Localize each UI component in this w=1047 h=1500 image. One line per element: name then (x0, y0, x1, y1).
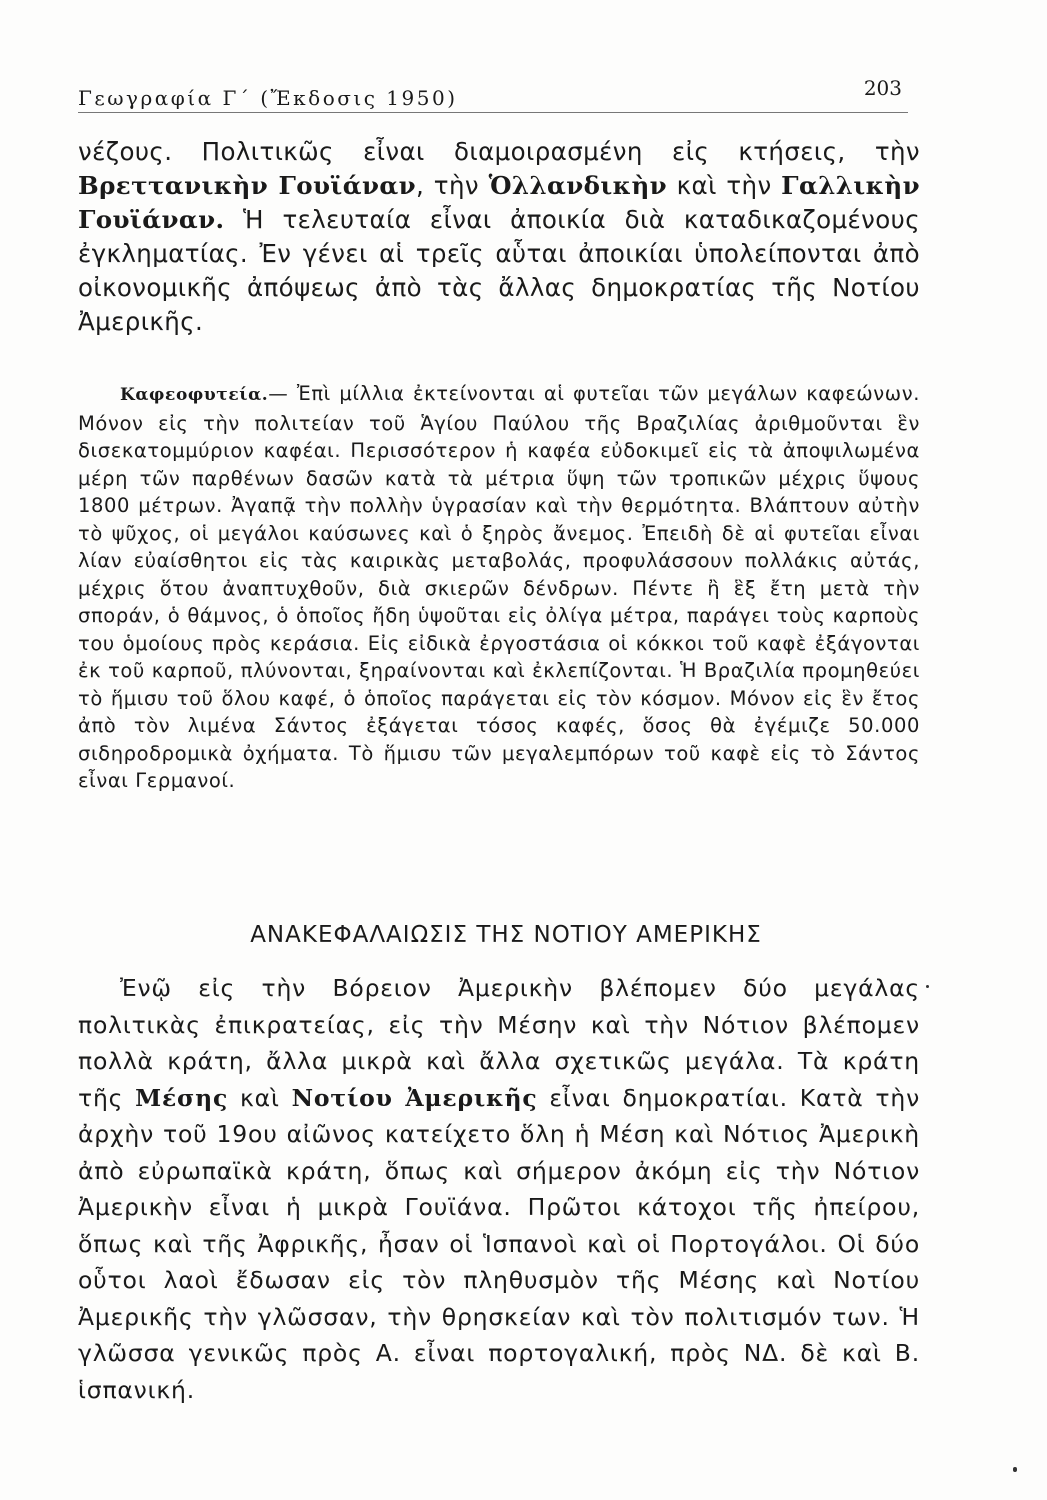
paragraph-text: νέζους. Πολιτικῶς εἶναι διαμοιρασμένη εἰς κτήσεις, τὴν (78, 137, 920, 166)
emphasis-british-guiana: Βρεττανικὴν Γουϊάναν (78, 171, 416, 200)
run-in-heading: Καφεοφυτεία. (120, 385, 269, 405)
print-speck (1013, 1467, 1017, 1472)
emphasis-central: Μέσης (135, 1083, 229, 1112)
section-heading: ΑΝΑΚΕΦΑΛΑΙΩΣΙΣ ΤΗΣ ΝΟΤΙΟΥ ΑΜΕΡΙΚΗΣ (250, 922, 762, 948)
emphasis-french-guiana: Γαλλικὴν Γουϊάναν. (78, 171, 920, 234)
running-head (78, 76, 908, 113)
paragraph-coffee-plantations (78, 380, 920, 795)
paragraph-text: , τὴν (416, 171, 489, 200)
paragraph-text: — Ἐπὶ μίλλια ἐκτείνονται αἱ φυτεῖαι τῶν μεγάλων καφεώνων. Μόνον εἰς τὴν πολιτείαν τοῦ Ἁγίου Παύλου τῆς Βραζιλίας ἀριθμοῦνται ἓν δισεκατομμύριον καφέαι. Περισσότερον ἡ καφέα εὐδοκιμεῖ εἰς τὰ ἀποψιλωμένα μέρη τῶν παρθένων δασῶν κατὰ τὰ μέτρια ὕψη τῶν τροπικῶν μέχρις ὕψους 1800 μέτρων. Ἀγαπᾷ τὴν πολλὴν ὑγρασίαν καὶ τὴν θερμότητα. Βλάπτουν αὐτὴν τὸ ψῦχος, οἱ μεγάλοι καύσωνες καὶ ὁ ξηρὸς ἄνεμος. Ἐπειδὴ δὲ αἱ φυτεῖαι εἶναι λίαν εὐαίσθητοι εἰς τὰς καιρικὰς μεταβολάς, προφυλάσσουν πολλάκις αὐτάς, μέχρις ὅτου ἀναπτυχθοῦν, διὰ σκιερῶν δένδρων. Πέντε ἢ ἓξ ἔτη μετὰ τὴν σποράν, ὁ θάμνος, ὁ ὁποῖος ἤδη ὑψοῦται εἰς ὀλίγα μέτρα, παράγει τοὺς καρποὺς του ὁμοίους πρὸς κεράσια. Εἰς εἰδικὰ ἐργοστάσια οἱ κόκκοι τοῦ καφὲ ἐξάγονται ἐκ τοῦ καρποῦ, πλύνονται, ξηραίνονται καὶ ἐκλεπίζονται. Ἡ Βραζιλία προμηθεύει τὸ ἥμισυ τοῦ ὅλου καφέ, ὁ ὁποῖος παράγεται εἰς τὸν κόσμον. Μόνον εἰς ἓν ἔτος ἀπὸ τὸν λιμένα Σάντος ἐξάγεται τόσος καφές, ὅσος θὰ ἐγέμιζε 50.000 σιδηροδρομικὰ ὀχήματα. Τὸ ἥμισυ τῶν μεγαλεμπόρων τοῦ καφὲ εἰς τὸ Σάντος εἶναι Γερμανοί. (78, 382, 920, 792)
paragraph-text: Ἡ τελευταία εἶναι ἀποικία διὰ καταδικαζομένους ἐγκληματίας. Ἐν γένει αἱ τρεῖς αὗται ἀποικίαι ὑπολείπονται ἀπὸ οἰκονομικῆς ἀπόψεως ἀπὸ τὰς ἄλλας δημοκρατίας τῆς Νοτίου Ἀμερικῆς. (78, 205, 920, 336)
paragraph-text: Ἐνῷ εἰς τὴν Βόρειον Ἀμερικὴν βλέπομεν δύο μεγάλας πολιτικὰς ἐπικρατείας, εἰς τὴν Μέσην καὶ τὴν Νότιον βλέπομεν πολλὰ κράτη, ἄλλα μικρὰ καὶ ἄλλα σχετικῶς μεγάλα. Τὰ κράτη τῆς (78, 974, 920, 1112)
paragraph-text: εἶναι δημοκρατίαι. Κατὰ τὴν ἀρχὴν τοῦ 19ου αἰῶνος κατείχετο ὅλη ἡ Μέση καὶ Νότιος Ἀμερικὴ ἀπὸ εὐρωπαϊκὰ κράτη, ὅπως καὶ σήμερον ἀκόμη εἰς τὴν Νότιον Ἀμερικὴν εἶναι ἡ μικρὰ Γουϊάνα. Πρῶτοι κάτοχοι τῆς ἠπείρου, ὅπως καὶ τῆς Ἀφρικῆς, ἦσαν οἱ Ἱσπανοὶ καὶ οἱ Πορτογάλοι. Οἱ δύο οὗτοι λαοὶ ἔδωσαν εἰς τὸν πληθυσμὸν τῆς Μέσης καὶ Νοτίου Ἀμερικῆς τὴν γλῶσσαν, τὴν θρησκείαν καὶ τὸν πολιτισμόν των. Ἡ γλῶσσα γενικῶς πρὸς Α. εἶναι πορτογαλική, πρὸς ΝΔ. δὲ καὶ Β. ἱσπανική. (78, 1083, 920, 1404)
paragraph-summary (78, 970, 920, 1408)
page-number: 203 (863, 76, 902, 100)
emphasis-south-america: Νοτίου Ἀμερικῆς (291, 1083, 538, 1112)
emphasis-dutch-guiana: Ὁλλανδικὴν (488, 171, 668, 200)
print-speck (926, 985, 929, 988)
paragraph-guianas (78, 135, 920, 339)
paragraph-text: καὶ τὴν (667, 171, 782, 200)
paragraph-text: καὶ (228, 1083, 292, 1112)
running-head-title: Γεωγραφία Γ΄ (Ἔκδοσις 1950) (78, 86, 458, 110)
